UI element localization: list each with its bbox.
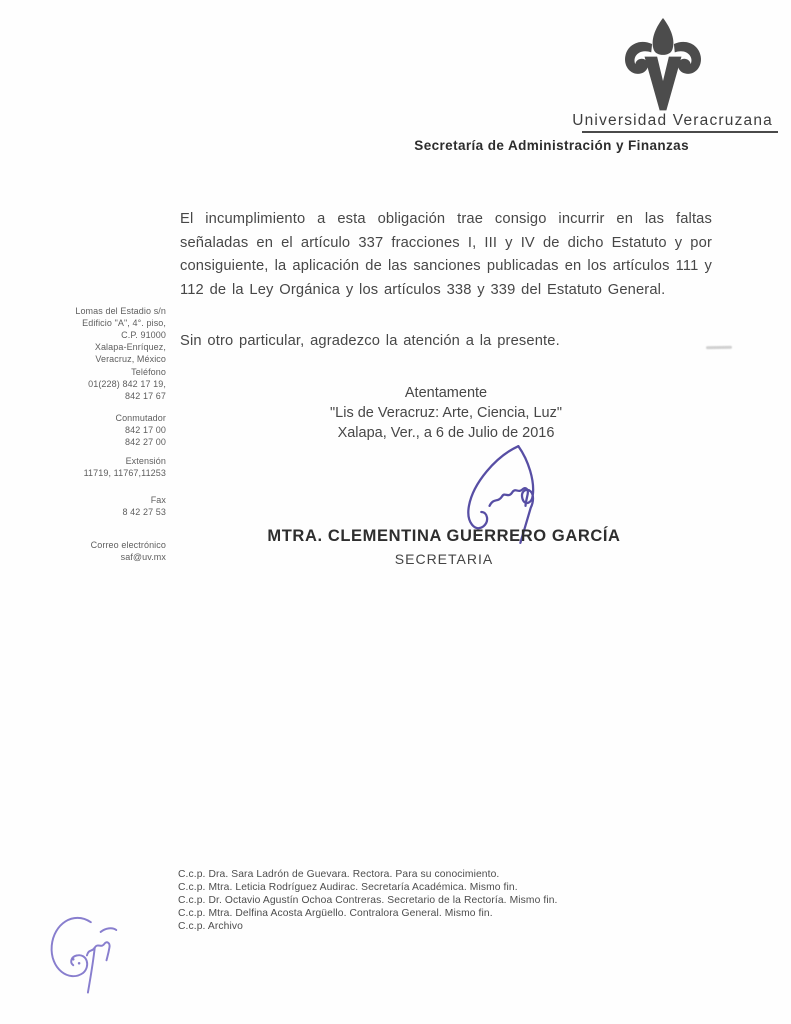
sidebar-address [60, 306, 166, 366]
sidebar-switchboard [60, 413, 166, 449]
address-line: Lomas del Estadio s/n [75, 306, 166, 316]
initials-stroke-icon [40, 902, 128, 1000]
department-title: Secretaría de Administración y Finanzas [414, 138, 689, 153]
address-line: Edificio "A", 4°. piso, [82, 317, 166, 328]
institutional-motto: "Lis de Veracruz: Arte, Ciencia, Luz" [330, 404, 562, 421]
initials-ink [40, 902, 128, 1000]
switchboard-line: 842 27 00 [125, 436, 166, 447]
sidebar-phone [60, 367, 166, 403]
closing-block [180, 384, 712, 443]
switchboard-line: 842 17 00 [125, 424, 166, 435]
sidebar-extension [60, 456, 166, 480]
fax-label: Fax [150, 495, 166, 505]
switchboard-label: Conmutador [115, 413, 166, 423]
ccp-line: C.c.p. Mtra. Leticia Rodríguez Audirac. Secretaría Académica. Mismo fin. [178, 881, 518, 893]
address-line: Veracruz, México [95, 353, 166, 364]
sidebar-email [60, 540, 166, 564]
address-line: Xalapa-Enríquez, [94, 341, 166, 352]
phone-label: Teléfono [131, 367, 166, 377]
university-wordmark: Universidad Veracruzana [572, 112, 773, 129]
sidebar-fax [60, 495, 166, 519]
closing-paragraph: Sin otro particular, agradezco la atención a la presente. [180, 333, 560, 349]
extension-label: Extensión [125, 456, 166, 466]
fleur-de-lis-icon [621, 18, 705, 112]
ccp-line: C.c.p. Mtra. Delfina Acosta Argüello. Contralora General. Mismo fin. [178, 907, 493, 919]
phone-line: 01(228) 842 17 19, [88, 378, 166, 389]
place-and-date: Xalapa, Ver., a 6 de Julio de 2016 [337, 424, 555, 441]
extension-line: 11719, 11767,11253 [83, 467, 166, 478]
address-line: C.P. 91000 [121, 329, 166, 340]
phone-line: 842 17 67 [125, 390, 166, 401]
fax-line: 8 42 27 53 [122, 506, 166, 517]
body-paragraph: El incumplimiento a esta obligación trae consigo incurrir en las faltas señaladas en el artículo 337 fracciones I, III y IV de dicho Estatuto y por consiguiente, la aplicación de las sanciones publicadas en los artículos 111 y 112 de la Ley Orgánica y los artículos 338 y 339 del Estatuto General. [180, 211, 712, 298]
signer-title: SECRETARIA [394, 551, 494, 567]
salutation: Atentamente [404, 385, 488, 401]
ccp-line: C.c.p. Archivo [178, 920, 243, 932]
wordmark-underline [582, 131, 778, 133]
ccp-line: C.c.p. Dr. Octavio Agustín Ochoa Contreras. Secretario de la Rectoría. Mismo fin. [178, 894, 558, 906]
ccp-line: C.c.p. Dra. Sara Ladrón de Guevara. Rectora. Para su conocimiento. [178, 869, 500, 880]
ccp-list [178, 869, 558, 934]
email-value: saf@uv.mx [120, 551, 166, 562]
scan-artifact-dash [706, 346, 732, 349]
university-logo [621, 18, 705, 112]
signer-name: MTRA. CLEMENTINA GUERRERO GARCÍA [267, 527, 621, 545]
email-label: Correo electrónico [90, 540, 166, 550]
